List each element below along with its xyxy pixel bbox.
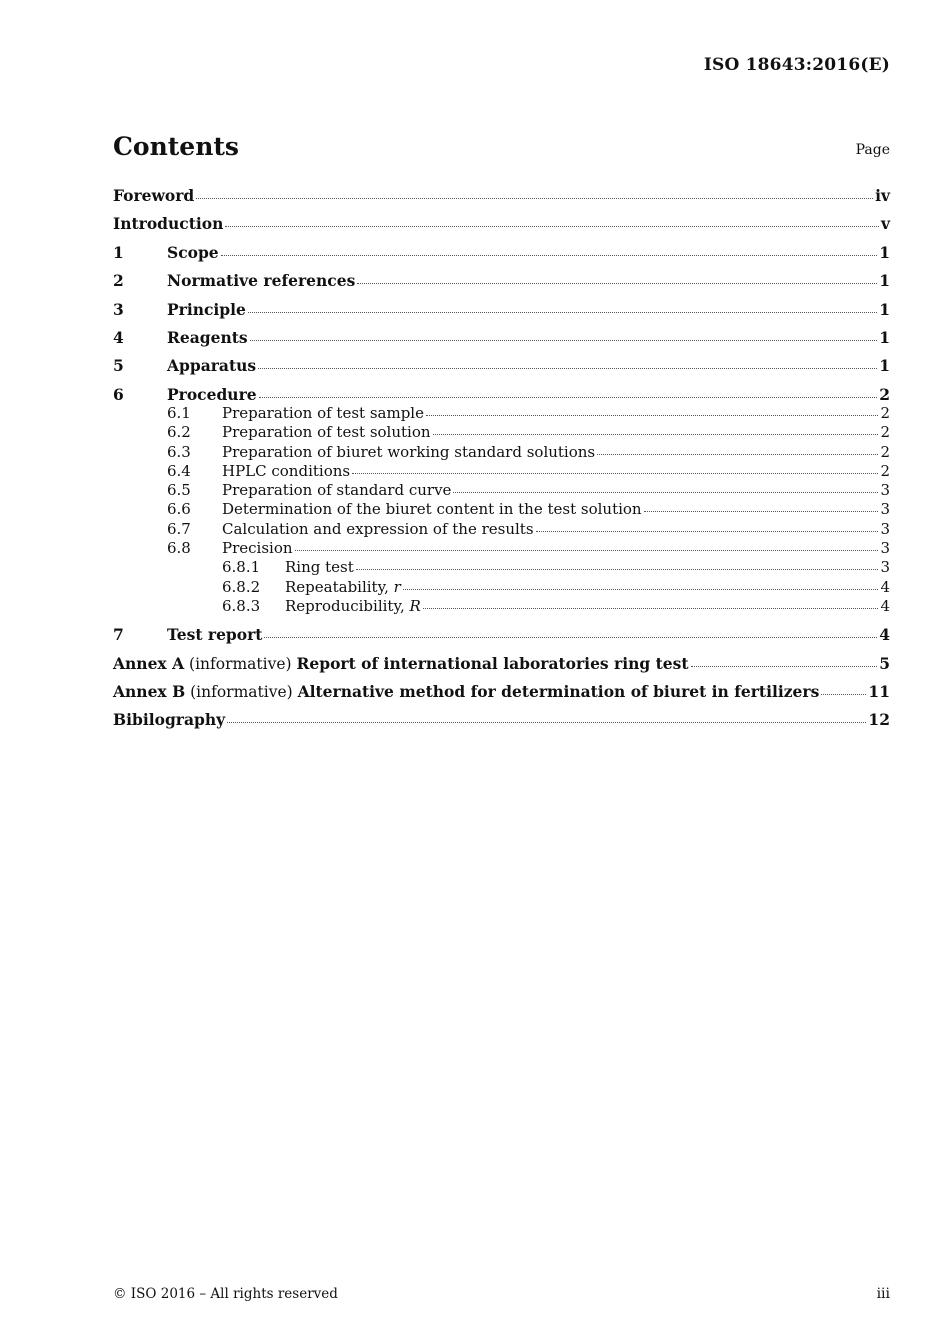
- toc-entry-number: 6.8.3: [222, 597, 261, 615]
- toc-entry-annex-b[interactable]: [113, 684, 890, 701]
- toc-entry-page: 3: [880, 500, 890, 518]
- toc-entry-6-1[interactable]: [113, 406, 890, 421]
- toc-leader: [821, 694, 866, 695]
- toc-entry-page: 4: [879, 625, 890, 644]
- toc-entry-title-text: Repeatability,: [285, 578, 394, 596]
- toc-entry-scope[interactable]: [113, 245, 890, 261]
- toc-entry-page: 4: [880, 597, 890, 615]
- toc-entry-title: Apparatus: [167, 356, 257, 375]
- toc-entry-6-4[interactable]: [113, 464, 890, 479]
- toc-entry-number: 6.8.2: [222, 578, 261, 596]
- toc-entry-title-symbol: R: [409, 597, 421, 615]
- toc-entry-page: 1: [879, 300, 890, 319]
- toc-entry-number: 6.7: [167, 520, 191, 538]
- toc-leader: [691, 666, 878, 667]
- toc-entry-6-3[interactable]: [113, 445, 890, 460]
- annex-title: Report of international laboratories ring test: [296, 654, 689, 673]
- toc-entry-page: 2: [880, 423, 890, 441]
- toc-entry-6-8[interactable]: [113, 541, 890, 556]
- annex-title: Alternative method for determination of biuret in fertilizers: [297, 682, 820, 701]
- toc-entry-number: 6.1: [167, 404, 191, 422]
- toc-entry-title: Calculation and expression of the results: [222, 520, 534, 538]
- toc-leader: [248, 312, 877, 313]
- toc-entry-page: 3: [880, 520, 890, 538]
- annex-informative-note: (informative): [184, 655, 297, 673]
- toc-entry-title: Procedure: [167, 385, 257, 404]
- toc-entry-title: Bibilography: [113, 710, 226, 729]
- toc-leader: [258, 368, 877, 369]
- annex-label: Annex A: [113, 654, 185, 673]
- toc-entry-page: 1: [879, 243, 890, 262]
- toc-leader: [644, 511, 879, 512]
- toc-leader: [453, 492, 878, 493]
- footer-copyright: © ISO 2016 – All rights reserved: [113, 1286, 338, 1302]
- toc-leader: [356, 569, 879, 570]
- toc-leader: [250, 340, 878, 341]
- toc-leader: [433, 434, 879, 435]
- contents-heading: Contents: [113, 132, 240, 161]
- toc-leader: [295, 550, 879, 551]
- toc-entry-bibliography[interactable]: [113, 712, 890, 728]
- toc-leader: [403, 589, 879, 590]
- toc-leader: [357, 283, 877, 284]
- toc-entry-page: 2: [880, 404, 890, 422]
- toc-entry-title: Ring test: [285, 558, 354, 576]
- toc-entry-number: 4: [113, 328, 124, 347]
- toc-entry-title: Test report: [167, 625, 263, 644]
- toc-leader: [221, 255, 878, 256]
- toc-entry-title: Preparation of test solution: [222, 423, 431, 441]
- toc-leader: [259, 397, 878, 398]
- toc-entry-page: 1: [879, 356, 890, 375]
- toc-entry-6-5[interactable]: [113, 483, 890, 498]
- toc-entry-title: [113, 656, 689, 673]
- toc-leader: [597, 454, 878, 455]
- toc-entry-6-2[interactable]: [113, 425, 890, 440]
- toc-entry-number: 7: [113, 625, 124, 644]
- toc-entry-title: Normative references: [167, 271, 356, 290]
- toc-entry-title: Precision: [222, 539, 293, 557]
- toc-entry-title: Preparation of test sample: [222, 404, 424, 422]
- toc-entry-title: HPLC conditions: [222, 462, 351, 480]
- toc-leader: [426, 415, 878, 416]
- toc-entry-introduction[interactable]: [113, 216, 890, 232]
- toc-entry-page: 3: [880, 539, 890, 557]
- toc-entry-page: 4: [880, 578, 890, 596]
- annex-informative-note: (informative): [185, 683, 298, 701]
- toc-entry-title-symbol: r: [393, 578, 401, 596]
- toc-entry-number: 6: [113, 385, 124, 404]
- toc-entry-title: Scope: [167, 243, 219, 262]
- toc-entry-title: [113, 684, 819, 701]
- toc-entry-title: Reagents: [167, 328, 248, 347]
- toc-entry-title: Foreword: [113, 186, 195, 205]
- toc-entry-title: [285, 580, 401, 595]
- toc-leader: [536, 531, 879, 532]
- toc-entry-page: 12: [868, 710, 890, 729]
- toc-entry-number: 5: [113, 356, 124, 375]
- toc-leader: [225, 226, 879, 227]
- toc-entry-6-8-1[interactable]: [113, 560, 890, 575]
- toc-entry-6-8-3[interactable]: [113, 599, 890, 614]
- annex-label: Annex B: [113, 682, 186, 701]
- footer-page-number: iii: [876, 1286, 890, 1302]
- toc-entry-page: 2: [880, 443, 890, 461]
- toc-leader: [196, 198, 873, 199]
- toc-entry-title: [285, 599, 421, 614]
- toc-entry-page: iv: [875, 186, 890, 205]
- toc-entry-number: 6.2: [167, 423, 191, 441]
- page-column-label: Page: [855, 142, 890, 158]
- toc-entry-number: 1: [113, 243, 124, 262]
- toc-entry-reagents[interactable]: [113, 330, 890, 346]
- toc-entry-apparatus[interactable]: [113, 358, 890, 374]
- toc-entry-number: 6.8.1: [222, 558, 261, 576]
- toc-entry-annex-a[interactable]: [113, 656, 890, 673]
- toc-entry-6-7[interactable]: [113, 522, 890, 537]
- toc-entry-number: 6.4: [167, 462, 191, 480]
- toc-entry-title-text: Reproducibility,: [285, 597, 410, 615]
- toc-entry-title: Determination of the biuret content in the test solution: [222, 500, 642, 518]
- toc-entry-page: 1: [879, 271, 890, 290]
- toc-entry-number: 6.6: [167, 500, 191, 518]
- toc-entry-number: 6.3: [167, 443, 191, 461]
- toc-entry-6-8-2[interactable]: [113, 580, 890, 595]
- toc-entry-page: 2: [880, 462, 890, 480]
- toc-entry-number: 6.5: [167, 481, 191, 499]
- toc-entry-page: 3: [880, 558, 890, 576]
- toc-entry-normative-references[interactable]: [113, 273, 890, 289]
- toc-entry-title: Preparation of biuret working standard solutions: [222, 443, 596, 461]
- toc-entry-page: 5: [879, 654, 890, 673]
- toc-entry-page: 11: [868, 682, 890, 701]
- toc-entry-title: Principle: [167, 300, 246, 319]
- toc-entry-page: v: [880, 214, 890, 233]
- toc-entry-procedure[interactable]: [113, 387, 890, 403]
- toc-entry-page: 2: [879, 385, 890, 404]
- toc-leader: [264, 637, 877, 638]
- toc-entry-page: 3: [880, 481, 890, 499]
- toc-entry-number: 3: [113, 300, 124, 319]
- toc-entry-foreword[interactable]: [113, 188, 890, 204]
- toc-entry-title: Preparation of standard curve: [222, 481, 452, 499]
- toc-entry-page: 1: [879, 328, 890, 347]
- toc-leader: [227, 722, 866, 723]
- document-id: ISO 18643:2016(E): [703, 55, 890, 75]
- toc-entry-6-6[interactable]: [113, 502, 890, 517]
- toc-entry-test-report[interactable]: [113, 627, 890, 643]
- toc-entry-principle[interactable]: [113, 302, 890, 318]
- toc-entry-number: 6.8: [167, 539, 191, 557]
- toc-entry-title: Introduction: [113, 214, 224, 233]
- toc-entry-number: 2: [113, 271, 124, 290]
- toc-leader: [352, 473, 878, 474]
- toc-leader: [423, 608, 879, 609]
